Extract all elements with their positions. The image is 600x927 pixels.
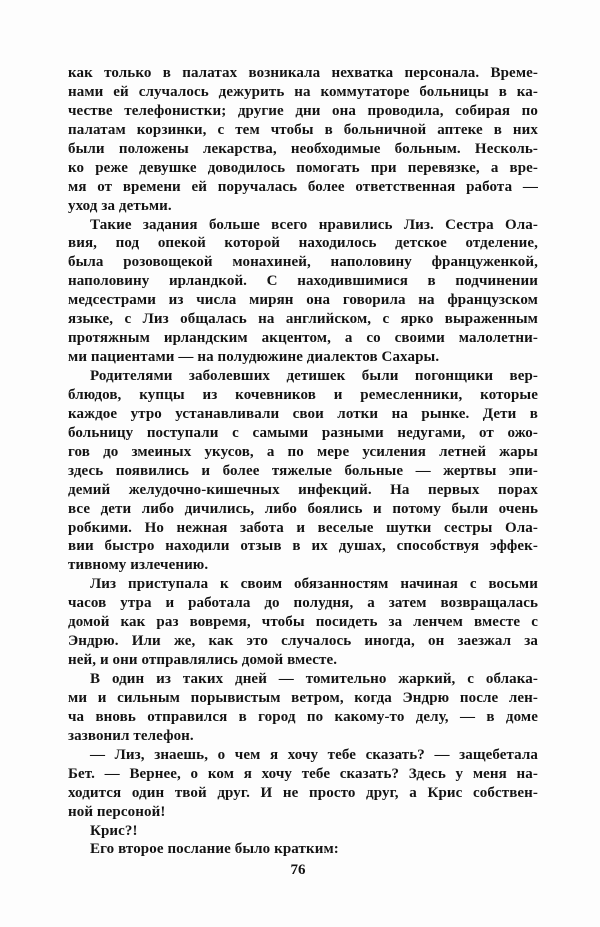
text-line: блюдов, купцы из кочевников и ремесленники, которые (68, 386, 538, 403)
text-line: — Лиз, знаешь, о чем я хочу тебе сказать? — защебетала (90, 746, 538, 763)
text-line: ной персоной! (68, 803, 166, 820)
text-line: языке, с Лиз общалась на английском, с ярко выраженным (68, 311, 538, 328)
text-line: Эндрю. Или же, как это случалось иногда, он заезжал за (68, 633, 538, 650)
text-line: честве телефонистки; другие дни она проводила, собирая по (68, 102, 538, 119)
text-line: Его второе послание было кратким: (90, 841, 339, 858)
text-line: тивному излечению. (68, 557, 209, 574)
page-text (68, 64, 538, 859)
text-line: нами ей случалось дежурить на коммутаторе больницы в ка- (68, 83, 538, 100)
text-line: были положены лекарства, необходимые больным. Несколь- (68, 140, 538, 157)
text-line: вия, под опекой которой находилось детское отделение, (68, 235, 538, 252)
text-line: В один из таких дней — томительно жаркий, с облака- (90, 671, 538, 687)
text-line: вии быстро находили отзыв в их душах, способствуя эффек- (68, 538, 538, 555)
text-line: уход за детьми. (68, 197, 172, 214)
text-line: была розовощекой монахиней, наполовину француженкой, (68, 254, 538, 271)
text-line: ней, и они отправлялись домой вместе. (68, 652, 338, 669)
text-line: палатам корзинки, с тем чтобы в больничной аптеке в них (68, 121, 538, 138)
text-line: Родителями заболевших детишек были погонщики вер- (90, 368, 538, 384)
text-line: Лиз приступала к своим обязанностям начиная с восьми (90, 576, 538, 593)
text-line: домой как раз вовремя, чтобы посидеть за ленчем вместе с (68, 614, 538, 631)
text-line: ми пациентами — на полудюжине диалектов Сахары. (68, 349, 440, 366)
text-line: медсестрами из числа мирян она говорила на французском (68, 292, 538, 309)
text-line: как только в палатах возникала нехватка персонала. Време- (68, 65, 538, 81)
text-line: наполовину ирландкой. С находившимися в подчинении (68, 273, 538, 290)
text-line: все дети либо дичились, либо боялись и потому были очень (68, 500, 538, 517)
text-line: больницу поступали с самыми разными недугами, от ожо- (68, 424, 538, 441)
text-line: Бет. — Вернее, о ком я хочу тебе сказать? Здесь у меня на- (68, 765, 538, 782)
text-line: протяжным ирландским акцентом, а со своими малолетни- (68, 330, 538, 347)
text-line: Крис?! (90, 822, 138, 839)
text-line: зазвонил телефон. (68, 727, 194, 744)
text-line: каждое утро устанавливали свои лотки на рынке. Дети в (68, 405, 538, 422)
text-line: Такие задания больше всего нравились Лиз. Сестра Ола- (90, 216, 538, 233)
text-line: робкими. Но нежная забота и веселые шутки сестры Ола- (68, 519, 538, 536)
text-line: гов до змеиных укусов, а по мере усиления летней жары (68, 443, 538, 460)
text-line: ко реже девушке доводилось помогать при перевязке, а вре- (68, 159, 538, 176)
text-line: часов утра и работала до полудня, а затем возвращалась (68, 595, 538, 612)
text-line: демий желудочно-кишечных инфекций. На первых порах (68, 481, 538, 498)
text-line: ми и сильным порывистым ветром, когда Эндрю после лен- (68, 689, 538, 706)
text-line: мя от времени ей поручалась более ответственная работа — (68, 178, 538, 195)
text-line: ча вновь отправился в город по какому-то делу, — в доме (68, 708, 538, 725)
page-number: 76 (290, 862, 306, 878)
text-line: ходится один твой друг. И не просто друг, а Крис собствен- (68, 784, 538, 801)
text-line: здесь появились и более тяжелые больные — жертвы эпи- (68, 462, 538, 479)
